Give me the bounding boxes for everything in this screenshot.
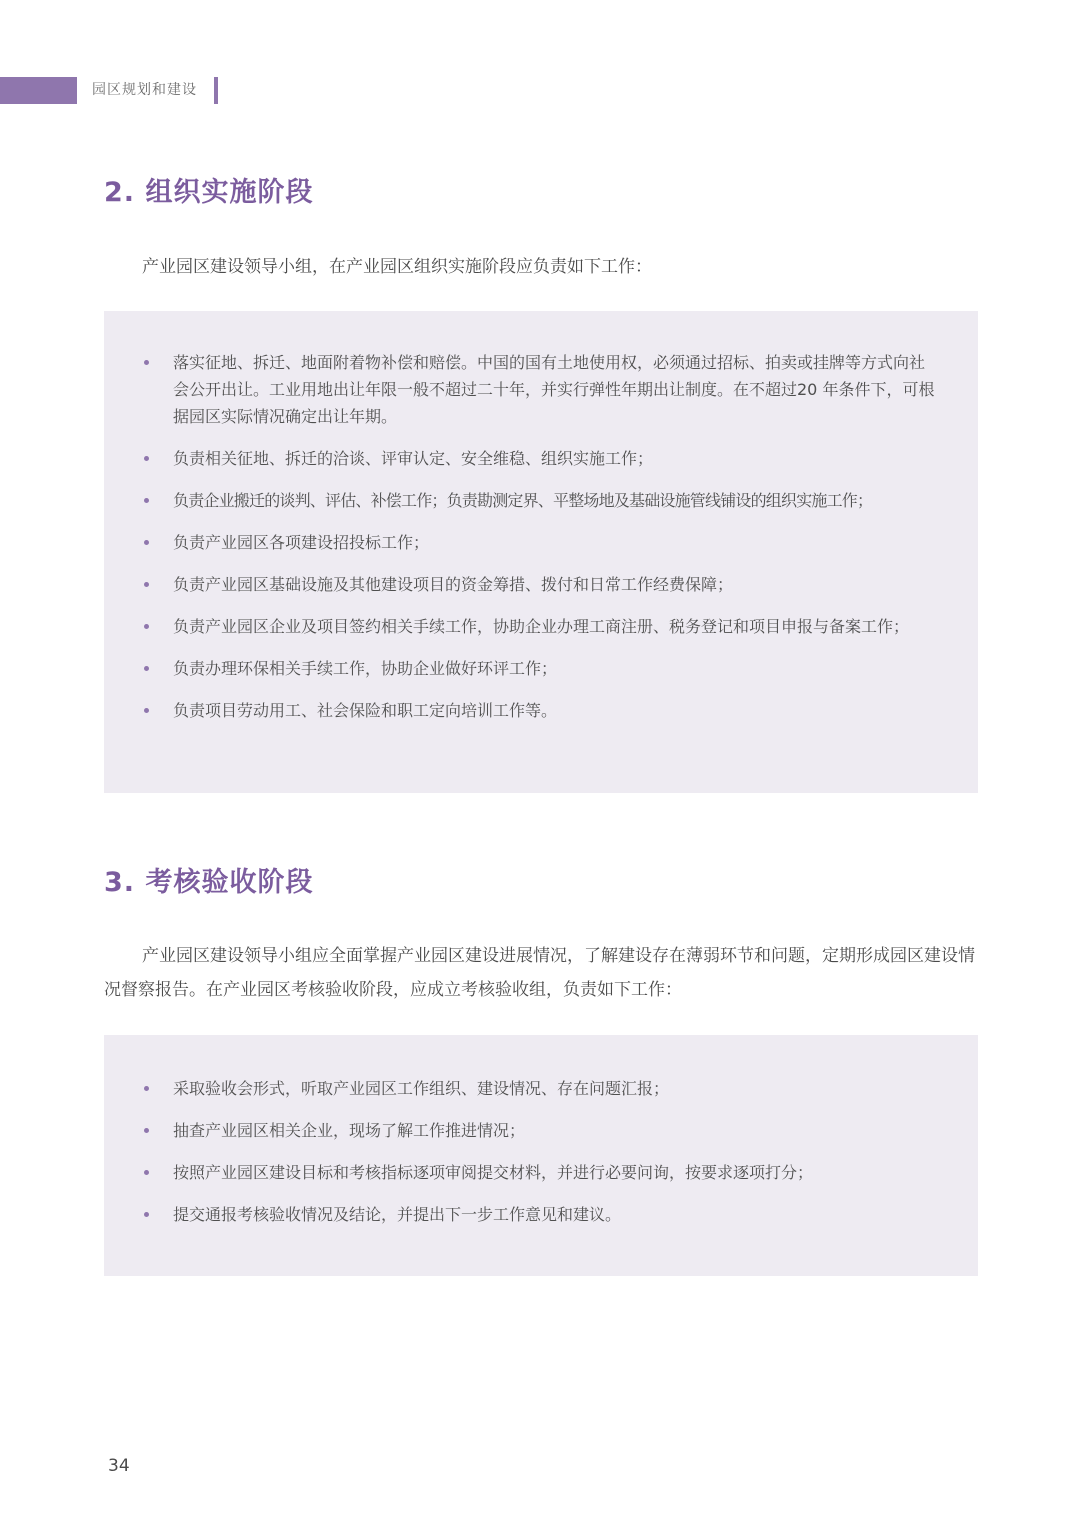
bullet-icon [144,1170,149,1175]
bullet-icon [144,708,149,713]
list-item: 提交通报考核验收情况及结论，并提出下一步工作意见和建议。 [104,1201,978,1228]
list-item: 负责办理环保相关手续工作，协助企业做好环评工作； [104,655,978,682]
bullet-icon [144,666,149,671]
bullet-icon [144,540,149,545]
list-item: 采取验收会形式，听取产业园区工作组织、建设情况、存在问题汇报； [104,1075,978,1102]
section-2-task-list [104,349,978,724]
list-item: 负责产业园区基础设施及其他建设项目的资金筹措、拨付和日常工作经费保障； [104,571,978,598]
bullet-icon [144,498,149,503]
bullet-icon [144,1086,149,1091]
header-accent-bar [0,77,77,104]
list-item: 负责产业园区企业及项目签约相关手续工作，协助企业办理工商注册、税务登记和项目申报与备案工作； [104,613,978,640]
section-2-intro: 产业园区建设领导小组，在产业园区组织实施阶段应负责如下工作： [142,257,652,277]
list-item: 负责产业园区各项建设招投标工作； [104,529,978,556]
header-divider-mark [214,77,218,104]
bullet-icon [144,456,149,461]
list-item: 负责项目劳动用工、社会保险和职工定向培训工作等。 [104,697,978,724]
list-item: 落实征地、拆迁、地面附着物补偿和赔偿。中国的国有土地使用权，必须通过招标、拍卖或挂牌等方式向社会公开出让。工业用地出让年限一般不超过二十年，并实行弹性年期出让制度。在不超过20 年条件下，可根据园区实际情况确定出让年期。 [104,349,978,430]
bullet-icon [144,1128,149,1133]
section-3-task-box [104,1035,978,1276]
bullet-icon [144,582,149,587]
list-item: 抽查产业园区相关企业，现场了解工作推进情况； [104,1117,978,1144]
section-2-title: 2. 组织实施阶段 [104,177,314,208]
list-item: 负责相关征地、拆迁的洽谈、评审认定、安全维稳、组织实施工作； [104,445,978,472]
bullet-icon [144,624,149,629]
bullet-icon [144,1212,149,1217]
list-item: 按照产业园区建设目标和考核指标逐项审阅提交材料，并进行必要问询，按要求逐项打分； [104,1159,978,1186]
section-2-task-box [104,311,978,793]
section-3-intro: 产业园区建设领导小组应全面掌握产业园区建设进展情况，了解建设存在薄弱环节和问题，定期形成园区建设情况督察报告。在产业园区考核验收阶段，应成立考核验收组，负责如下工作： [104,946,975,1000]
bullet-icon [144,360,149,365]
running-header: 园区规划和建设 [92,82,197,98]
page-number: 34 [108,1456,130,1476]
list-item: 负责企业搬迁的谈判、评估、补偿工作；负责勘测定界、平整场地及基础设施管线铺设的组织实施工作； [104,487,978,514]
section-3-task-list [104,1075,978,1228]
section-3-title: 3. 考核验收阶段 [104,867,314,898]
